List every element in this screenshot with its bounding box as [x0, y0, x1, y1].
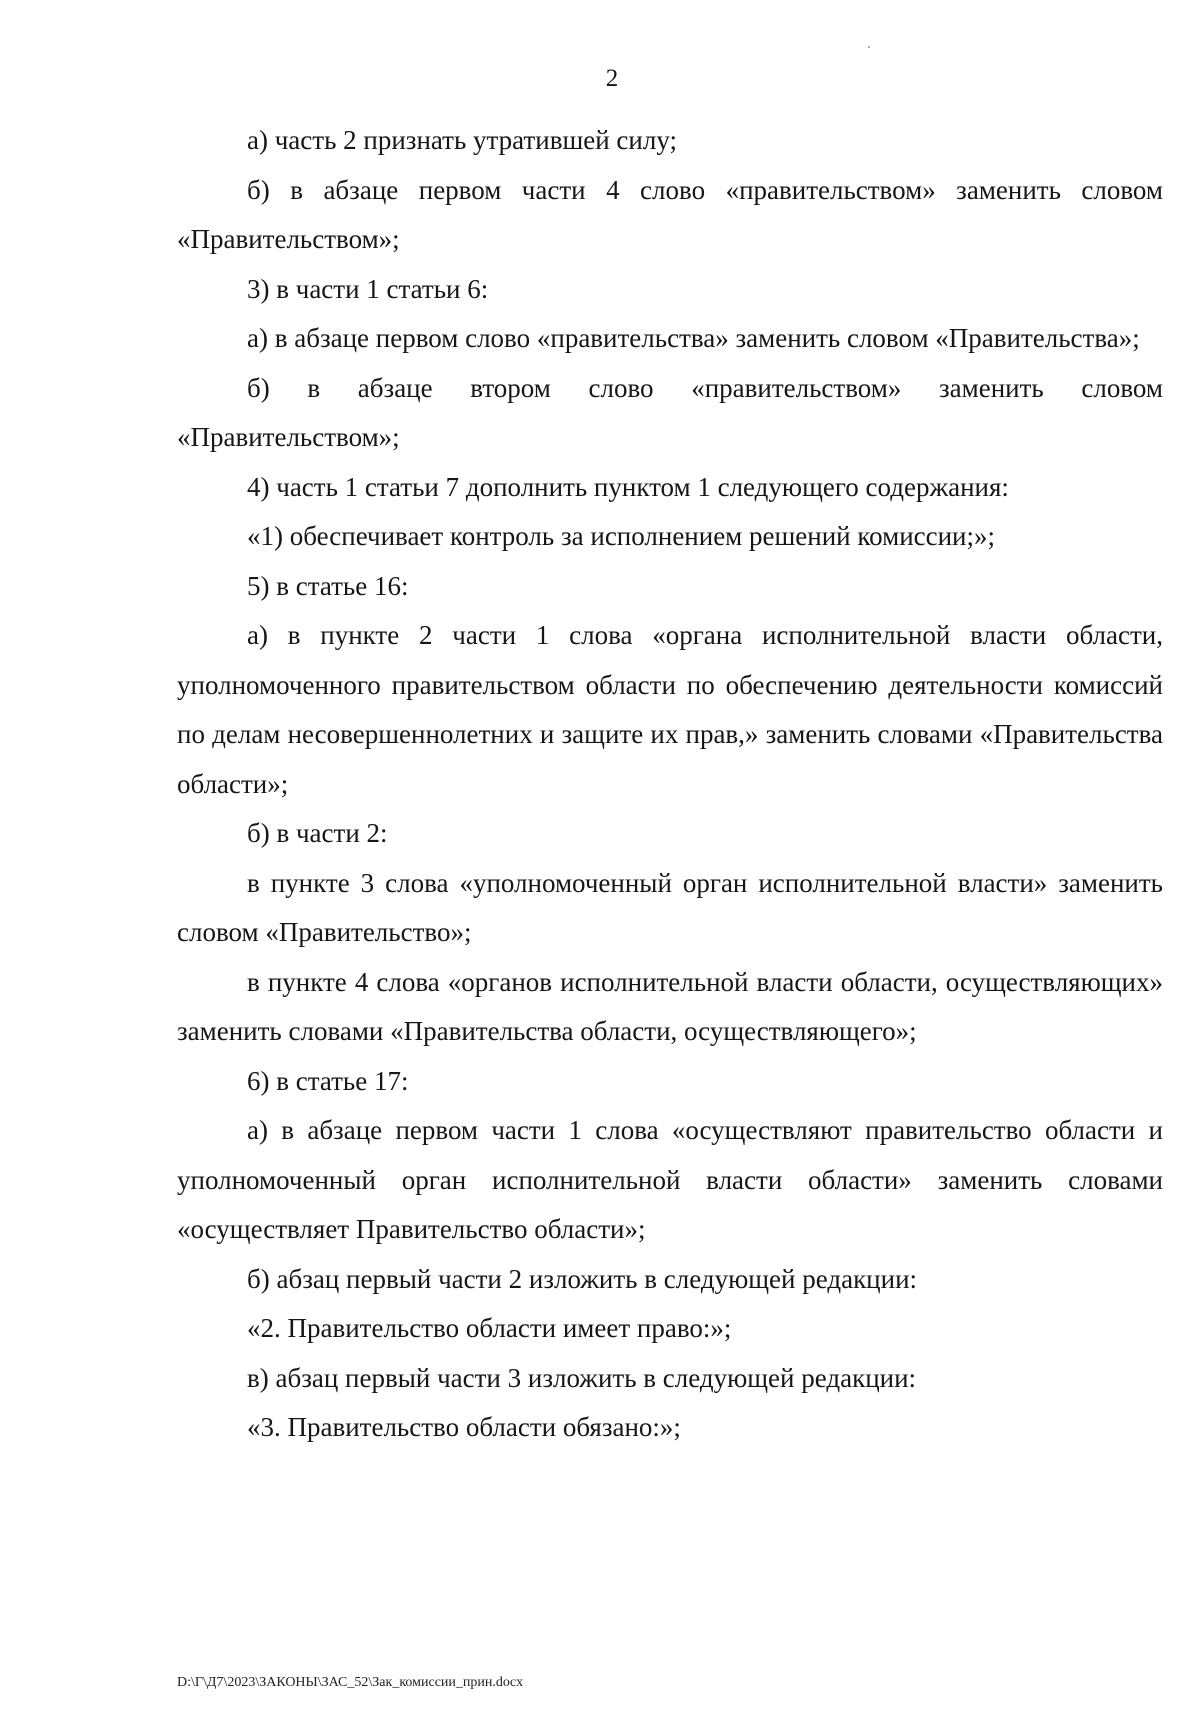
paragraph-10: б) в части 2:: [247, 818, 388, 848]
scan-speck: [868, 46, 870, 48]
paragraph-17: в) абзац первый части 3 изложить в следующей редакции:: [247, 1362, 917, 1393]
paragraph-5: б) в абзаце втором слово «правительством» заменить словом «Правительством»;: [177, 372, 1163, 452]
paragraph-6: 4) часть 1 статьи 7 дополнить пунктом 1 следующего содержания:: [247, 471, 1009, 502]
document-body: [177, 116, 1163, 1453]
paragraph-4: а) в абзаце первом слово «правительства» заменить словом «Правительства»;: [247, 323, 1140, 353]
paragraph-2: б) в абзаце первом части 4 слово «правительством» заменить словом «Правительством»;: [177, 174, 1163, 254]
paragraph-3: 3) в части 1 статьи 6:: [247, 273, 489, 304]
paragraph-9: а) в пункте 2 части 1 слова «органа исполнительной власти области, уполномоченного правительством области по обеспечению деятельности комиссий по делам несовершеннолетних и защите их прав,» заменить словами «Правительства области»;: [177, 620, 1163, 799]
paragraph-12: в пункте 4 слова «органов исполнительной власти области, осуществляющих» заменить словами «Правительства области, осуществляющего»;: [177, 966, 1163, 1046]
paragraph-1: а) часть 2 признать утратившей силу;: [247, 125, 677, 155]
paragraph-11: в пункте 3 слова «уполномоченный орган исполнительной власти» заменить словом «Правительство»;: [177, 867, 1163, 947]
page-number: 2: [605, 65, 619, 92]
paragraph-16: «2. Правительство области имеет право:»;: [247, 1313, 732, 1343]
paragraph-7: «1) обеспечивает контроль за исполнением решений комиссии;»;: [247, 521, 996, 551]
paragraph-15: б) абзац первый части 2 изложить в следующей редакции:: [247, 1263, 918, 1294]
paragraph-13: 6) в статье 17:: [247, 1065, 409, 1096]
file-path-footer: D:\Г\Д7\2023\ЗАКОНЫ\ЗАС_52\Зак_комиссии_прин.docx: [177, 1675, 524, 1690]
paragraph-14: а) в абзаце первом части 1 слова «осуществляют правительство области и уполномоченный орган исполнительной власти области» заменить словами «осуществляет Правительство области»;: [177, 1115, 1163, 1244]
paragraph-8: 5) в статье 16:: [247, 570, 409, 601]
paragraph-18: «3. Правительство области обязано:»;: [247, 1412, 681, 1442]
